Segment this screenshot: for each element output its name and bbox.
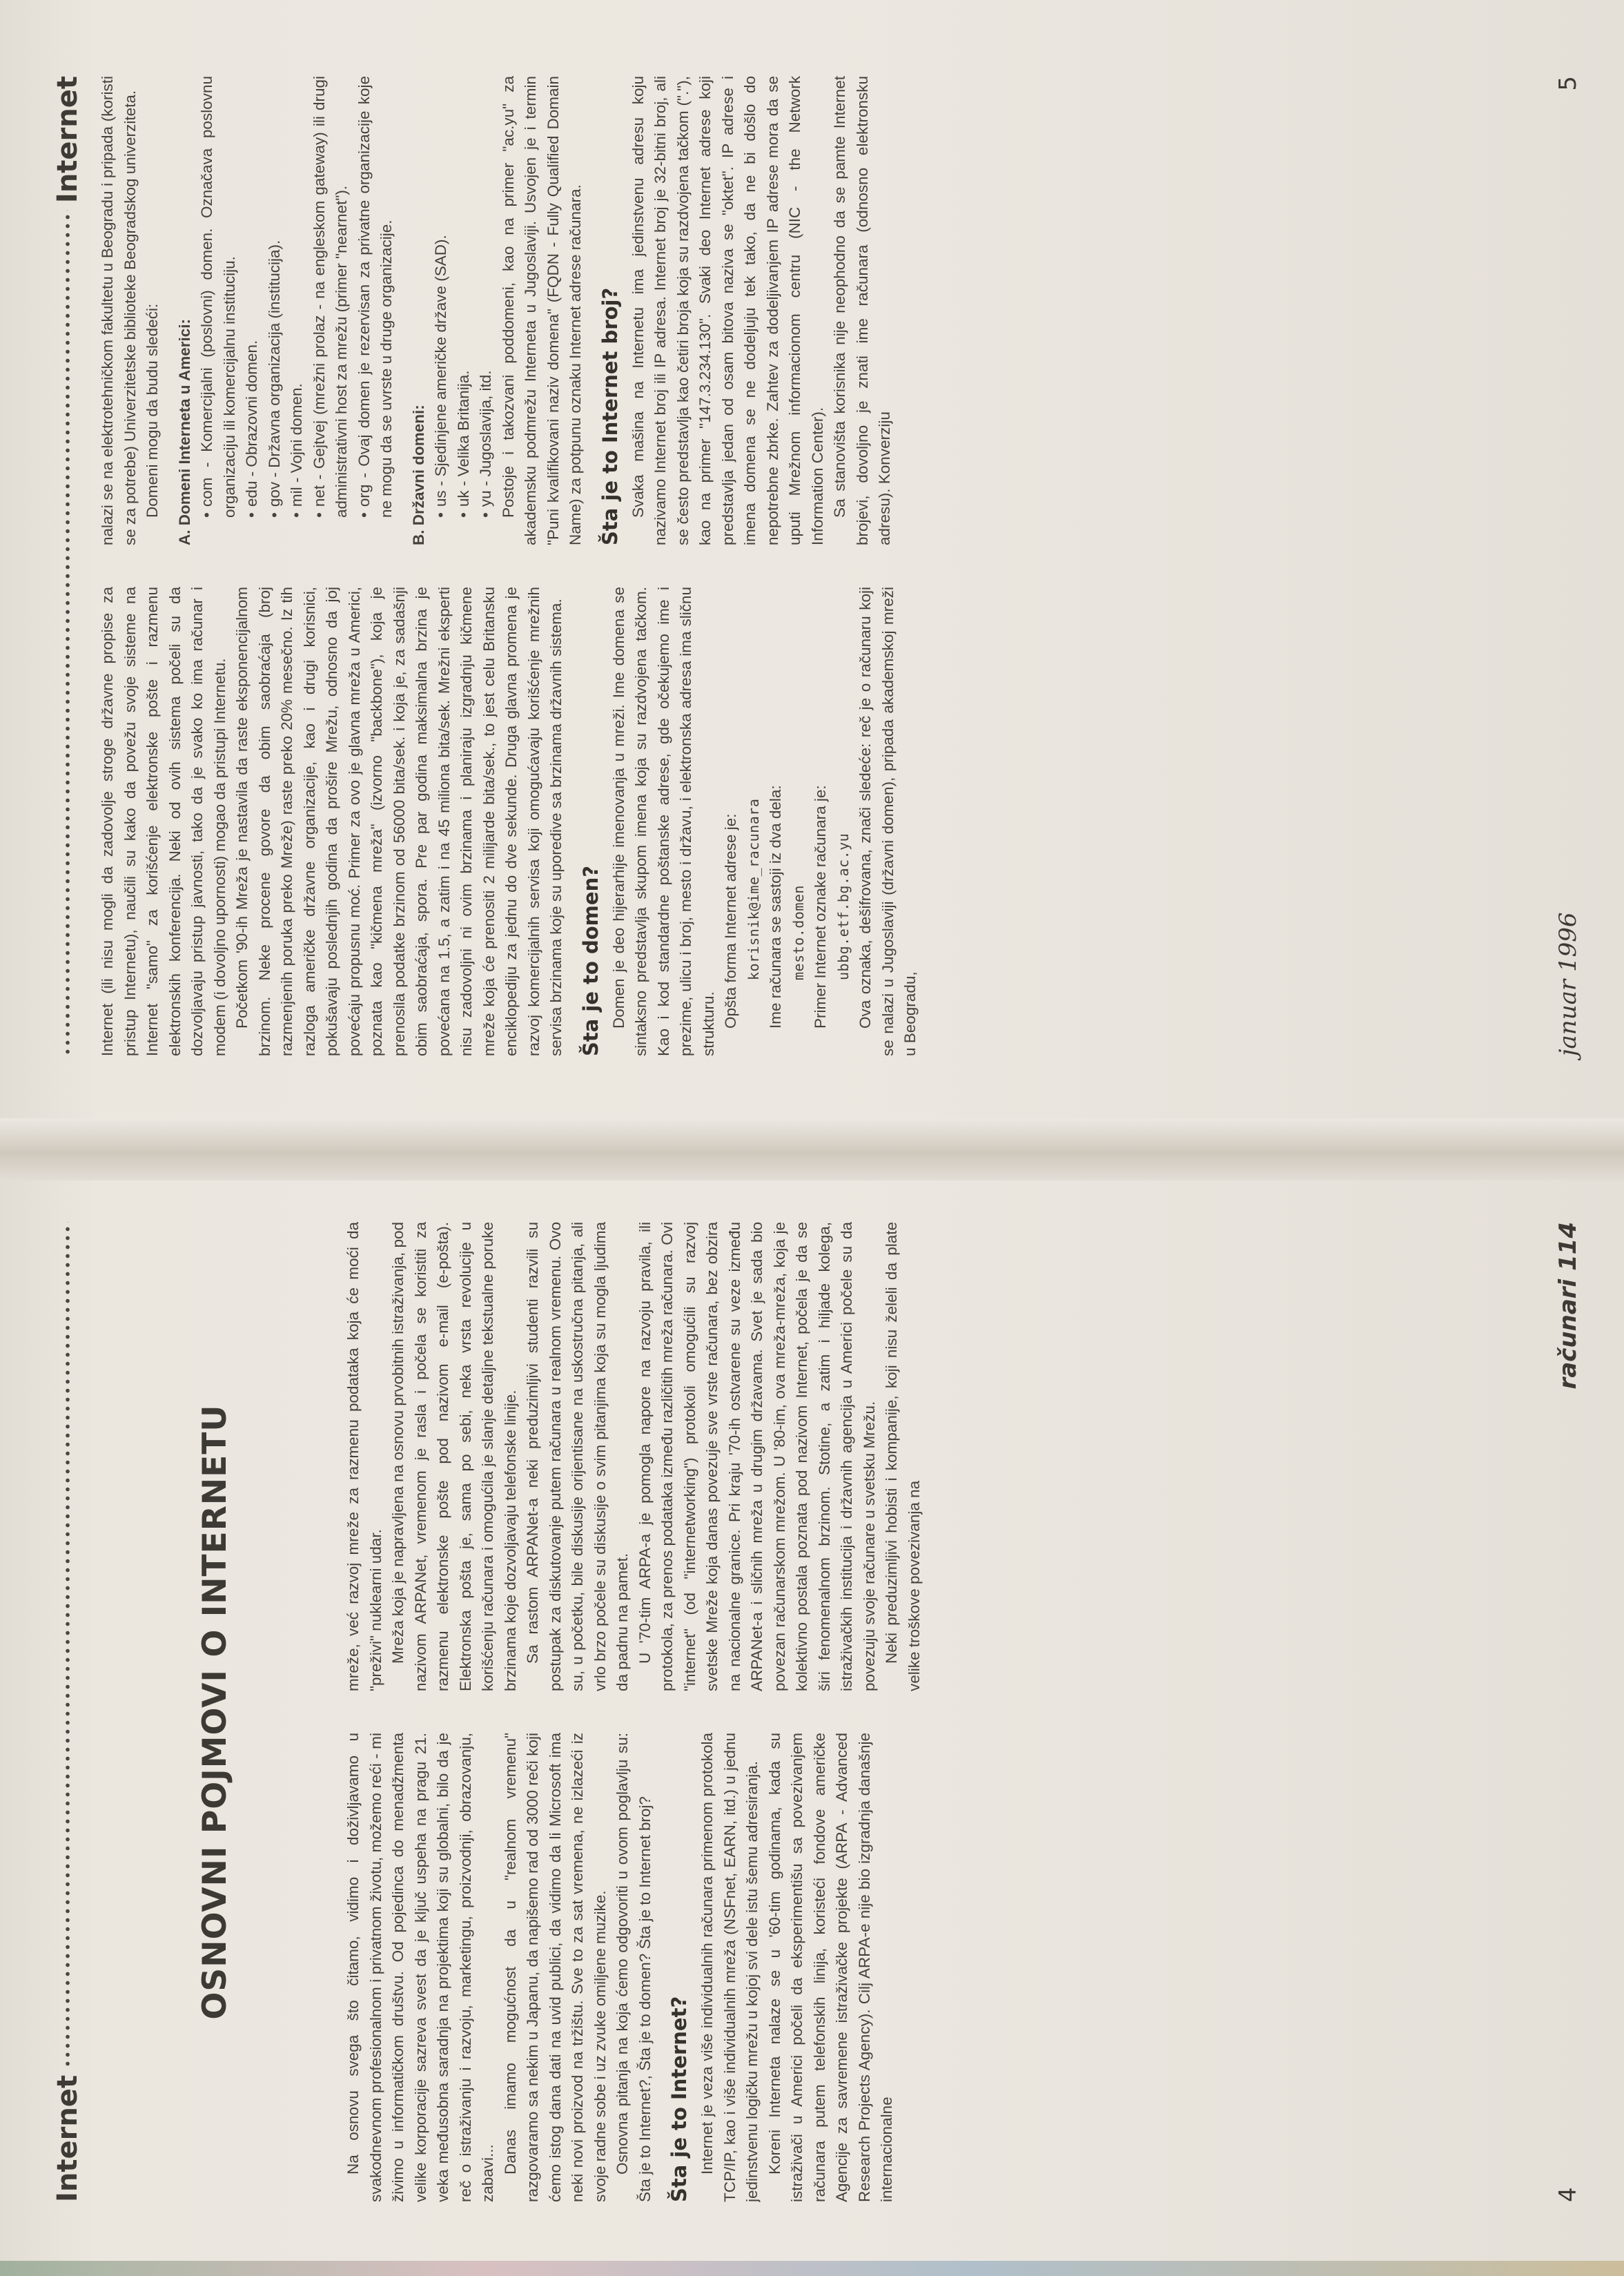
column-2	[342, 1222, 926, 1691]
paragraph: Ime računara se sastoji iz dva dela:	[767, 785, 784, 1029]
paragraph: Sa stanovišta korisnika nije neophodno da se pamte Internet brojevi, dovoljno je znati ime računara (odnosno elektronsku adresu). Konverziju	[831, 76, 893, 545]
paragraph: Na osnovu svega što čitamo, vidimo i doživljavamo u svakodnevnom profesionalnom i privatnom životu, možemo reći - mi živimo u informatičkom društvu. Od pojedinca do menadžmenta velike korporacije sazreva svest da je ključ uspeha na pragu 21. veka međusobna saradnja na projektima koji su globalni, bilo da je reč o istraživanju i razvoju, marketingu, proizvodnji, obrazovanju, zabavi...	[344, 1733, 496, 2202]
text-columns	[342, 1222, 926, 2202]
paragraph: Internet je veza više individualnih računara primenom protokola TCP/IP, kao i više individualnih mreža (NSFnet, EARN, itd.) u jednu jedinstvenu logičku mrežu u kojoj svi dele istu šemu adresiranja.	[698, 1733, 761, 2202]
page-4	[21, 1174, 1601, 2250]
list-item: • uk - Velika Britanija.	[453, 76, 476, 545]
running-head-label: Internet	[52, 76, 84, 204]
paragraph: Sa rastom ARPANet-a neki preduzimljivi studenti razvili su postupak za diskutovanje putem računara u realnom vremenu. Ovo su, u početku, bile diskusije orijentisane na uskostručna pitanja, ali vrlo brzo počele su diskusije o svim pitanjima koja su mogla ljudima da padnu na pamet.	[524, 1222, 631, 1691]
column-1	[97, 587, 922, 1056]
list-item: • gov - Državna organizacija (institucija).	[264, 76, 286, 545]
list-heading-label: B. Državni domeni:	[409, 405, 427, 545]
paragraph: nalazi se na elektrotehničkom fakultetu u Beogradu i pripada (koristi se za potrebe) Univerzitetske biblioteke Beogradskog univerziteta.	[99, 76, 139, 545]
footer-right	[1554, 76, 1582, 1056]
article-title: OSNOVNI POJMOVI O INTERNETU	[195, 1404, 234, 2020]
column-1	[342, 1733, 926, 2202]
section-heading: Šta je to Internet?	[667, 1996, 691, 2202]
running-head-left	[48, 1222, 87, 2202]
code-example: mesto.domen	[790, 885, 807, 980]
page-number: 5	[1554, 76, 1582, 91]
paragraph: Danas imamo mogućnost da u "realnom vremenu" razgovaramo sa nekim u Japanu, da napišemo rad od 3000 reči koji ćemo istog dana dati na uvid publici, da vidimo da li Microsoft ima neki novi proizvod na tržištu. Sve to za sat vremena, ne izlazeći iz svoje radne sobe i uz zvuke omiljene muzike.	[501, 1733, 609, 2202]
paragraph: mreže, već razvoj mreže za razmenu podataka koja će moći da "preživi" nuklearni udar.	[344, 1222, 384, 1691]
code-example: korisnik@ime_racunara	[745, 798, 762, 980]
list-item: • mil - Vojni domen.	[286, 76, 309, 545]
paragraph: Koreni Interneta nalaze se u '60-tim godinama, kada su istraživači u Americi počeli da eksperimentišu sa povezivanjem računara putem telefonskih linija, koristeći fondove američke Agencije za savremene istraživačke projekte (ARPA - Advanced Research Projects Agency). Cilj ARPA-e nije bio izgradnja današnje internacionalne	[765, 1733, 895, 2202]
paragraph: Svaka mašina na Internetu ima jedinstvenu adresu koju nazivamo Internet broj ili IP adresa. Internet broj je 32-bitni broj, ali se često predstavlja kao četiri broja koja su razdvojena tačkom ("."), kao na primer "147.3.234.130". Svaki deo Internet adrese koji predstavlja jedan od osam bitova naziva se "oktet". IP adrese i imena domena se ne dodeljuju tek tako, da ne bi došlo do nepotrebne zbrke. Zahtev za dodeljivanjem IP adrese mora da se uputi Mrežnom informacionom centru (NIC - the Network Information Center).	[629, 76, 826, 545]
list-item: • com - Komercijalni (poslovni) domen. Označava poslovnu organizaciju ili komercijalnu instituciju.	[196, 76, 241, 545]
issue-date: januar 1996	[1554, 912, 1582, 1056]
footer-left	[1554, 1222, 1582, 2202]
list-item: • net - Gejtvej (mrežni prolaz - na engleskom gateway) ili drugi administrativni host za mrežu (primer "nearnet").	[309, 76, 353, 545]
paragraph: Ova oznaka, dešifrovana, znači sledeće: reč je o računaru koji se nalazi u Jugoslaviji (državni domen), pripada akademskoj mreži u Beogradu,	[857, 587, 919, 1056]
paragraph: Opšta forma Internet adrese je:	[722, 813, 739, 1029]
list-item: • edu - Obrazovni domen.	[241, 76, 264, 545]
magazine-name: računari 114	[1554, 1222, 1582, 1390]
page-5	[21, 28, 1601, 1105]
paragraph: Osnovna pitanja na koja ćemo odgovoriti u ovom poglavlju su: Šta je to Internet?, Šta je to domen? Šta je to Internet broj?	[614, 1733, 654, 2202]
list-item: • yu - Jugoslavija, itd.	[475, 76, 498, 545]
paragraph: Domeni mogu da budu sledeći:	[144, 303, 161, 518]
paragraph: Postoje i takozvani poddomeni, kao na primer "ac.yu" za akademsku podmrežu Interneta u Jugoslaviji. Usvojen je i termin "Puni kvalifikovani naziv domena" (FQDN - Fully Qualified Domain Name) za potpunu oznaku Internet adrese računara.	[499, 76, 584, 545]
paragraph: Internet (ili nisu mogli da zadovolje stroge državne propise za pristup Internetu), naučili su kako da povežu svoje sisteme na Internet "samo" za korišćenje elektronske pošte i razmenu elektronskih konferencija. Neki od ovih sistema počeli su da dozvoljavaju pristup javnosti, tako da je svako ko ima računar i modem (i dovoljno upornosti) mogao da pristupi Internetu.	[99, 587, 228, 1056]
paragraph: Primer Internet oznake računara je:	[812, 785, 829, 1029]
page-gutter	[0, 1118, 1624, 1180]
text-columns	[97, 76, 922, 1056]
dotted-rule	[65, 210, 70, 1056]
section-heading: Šta je to Internet broj?	[598, 287, 622, 545]
paragraph: U '70-tim ARPA-a je pomogla napore na razvoju pravila, ili protokola, za prenos podataka između različitih mreža računara. Ovi "internet" (od "internetworking") protokoli omogućili su razvoj svetske Mreže koja danas povezuje sve vrste računara, bez obzira na nacionalne granice. Pri kraju '70-ih ostvarene su veze između ARPANet-a i sličnih mreža u drugim državama. Svet je sada bio povezan računarskom mrežom. U '80-im, ova mreža-mreža, koja je kolektivno postala poznata pod nazivom Internet, počela je da se širi fenomenalnom brzinom. Stotine, a zatim i hiljade kolega, istraživačkih institucija i državnih agencija u Americi počele su da povezuju svoje računare u svetsku Mrežu.	[636, 1222, 878, 1691]
column-2	[97, 76, 922, 545]
running-head-right	[48, 76, 87, 1056]
list-heading-label: A. Domeni Interneta u Americi:	[175, 319, 193, 545]
dotted-rule	[65, 1222, 70, 2068]
body-area	[87, 76, 1460, 1056]
paragraph: Neki preduzimljivi hobisti i kompanije, koji nisu želeli da plate velike troškove povezivanja na	[883, 1222, 923, 1691]
page-number: 4	[1554, 2187, 1582, 2202]
paragraph: Početkom '90-ih Mreža je nastavila da raste eksponencijalnom brzinom. Neke procene govore da obim saobraćaja (broj razmenjenih poruka preko Mreže) raste preko 20% mesečno. Iz tih razloga američke državne organizacije, kao i drugi korisnici, pokušavaju poslednjih godina da proširе Mrežu, odnosno da joj povećaju propusnu moć. Primer za ovo je glavna mreža u Americi, poznata kao "kičmena mreža" (izvorno "backbone"), koja je prenosila podatke brzinom od 56000 bita/sek. i koja je, za sadašnji obim saobraćaja, spora. Pre par godina maksimalna brzina je povećana na 1.5, a zatim i na 45 miliona bita/sek. Mrežni eksperti nisu zadovoljni ni ovim brzinama i planiraju izgradnju kičmene mreže koja će prenositi 2 milijarde bita/sek., to jest celu Britansku enciklopediju za jednu do dve sekunde. Druga glavna promena je razvoj komercijalnih servisa koji omogućavaju korišćenje mrežnih servisa brzinama koje su uporedive sa brzinama državnih sistema.	[233, 587, 565, 1056]
list-heading	[408, 76, 431, 545]
list-heading	[174, 76, 197, 545]
title-band	[87, 1222, 342, 2202]
list-item: • us - Sjedinjene američke države (SAD).	[430, 76, 453, 545]
paragraph: Domen je deo hijerarhije imenovanja u mreži. Ime domena se sintaksno predstavlja skupom imena koja su razdvojena tačkom. Kao i kod standardne poštanske adrese, gde očekujemo ime i prezime, ulicu i broj, mesto i državu, i elektronska adresa ima sličnu strukturu.	[609, 587, 717, 1056]
body-area	[342, 1222, 1447, 2202]
paragraph: Mreža koja je napravljena na osnovu prvobitnih istraživanja, pod nazivom ARPANet, vremenom je rasla i počela se koristiti za razmenu elektronske pošte pod nazivom e-mail (e-pošta). Elektronska pošta je, sama po sebi, neka vrsta revolucije u korišćenju računara i omogućila je slanje detaljne tekstualne poruke brzinama koje dozvoljavaju telefonske linije.	[389, 1222, 519, 1691]
list-item: • org - Ovaj domen je rezervisan za privatne organizacije koje ne mogu da se uvrste u druge organizacije.	[353, 76, 398, 545]
section-heading: Šta je to domen?	[578, 865, 603, 1056]
scan-edge-strip	[0, 2261, 1624, 2276]
running-head-label: Internet	[52, 2074, 84, 2202]
code-example: ubbg.etf.bg.ac.yu	[834, 833, 852, 980]
